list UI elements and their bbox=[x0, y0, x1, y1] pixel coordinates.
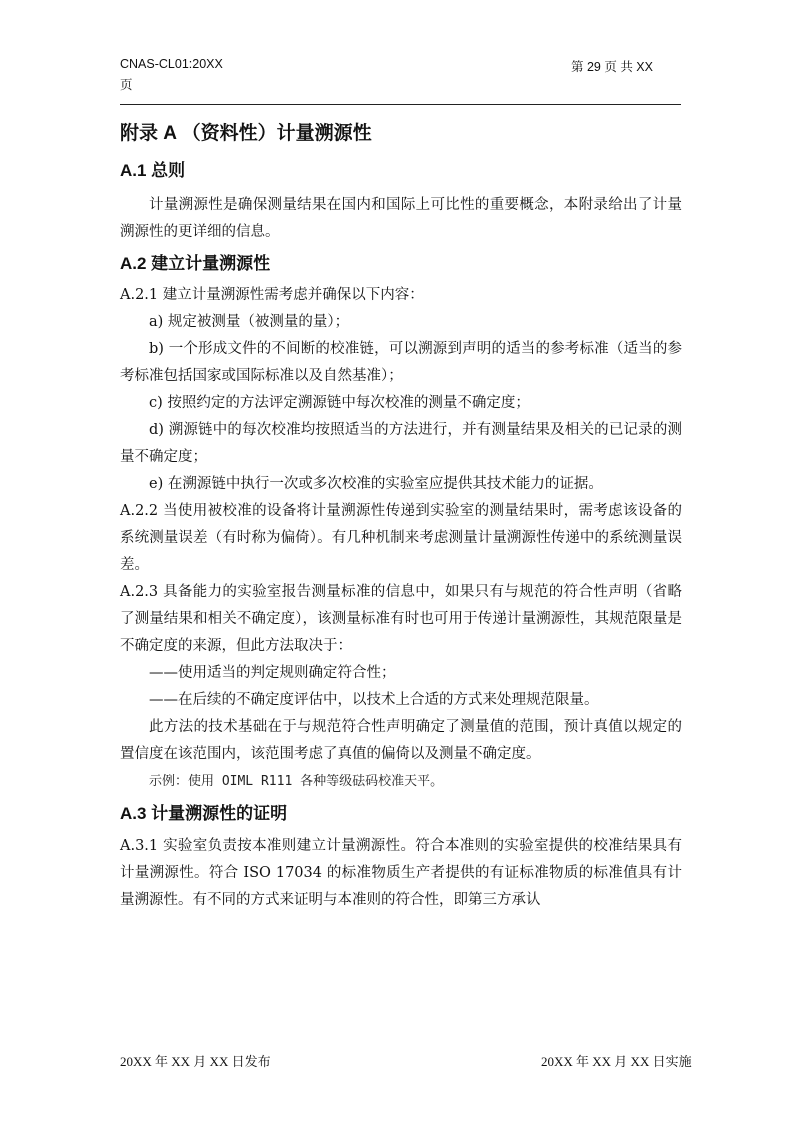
technical-basis-paragraph: 此方法的技术基础在于与规范符合性声明确定了测量值的范围，预计真值以规定的置信度在该范围内，该范围考虑了真值的偏倚以及测量不确定度。 bbox=[120, 719, 682, 762]
clause-a23: A.2.3 具备能力的实验室报告测量标准的信息中，如果只有与规范的符合性声明（省略了测量结果和相关不确定度），该测量标准有时也可用于传递计量溯源性，其规范限量是不确定度的来源，但此方法取决于： bbox=[120, 584, 682, 654]
appendix-title: 附录 A （资料性）计量溯源性 bbox=[120, 123, 372, 144]
clause-a31: A.3.1 实验室负责按本准则建立计量溯源性。符合本准则的实验室提供的校准结果具有计量溯源性。符合 ISO 17034 的标准物质生产者提供的有证标准物质的标准值具有计量溯源性。有不同的方式来证明与本准则的符合性，即第三方承认 bbox=[120, 838, 682, 908]
list-item-e: e) 在溯源链中执行一次或多次校准的实验室应提供其技术能力的证据。 bbox=[149, 476, 603, 492]
document-body bbox=[120, 114, 682, 914]
header-doc-code: CNAS-CL01:20XX bbox=[120, 57, 223, 71]
clause-a21-intro: A.2.1 建立计量溯源性需考虑并确保以下内容： bbox=[120, 287, 424, 303]
section-a3-title: A.3 计量溯源性的证明 bbox=[120, 804, 288, 823]
section-a1-paragraph: 计量溯源性是确保测量结果在国内和国际上可比性的重要概念，本附录给出了计量溯源性的更详细的信息。 bbox=[120, 197, 682, 240]
list-item-b: b) 一个形成文件的不间断的校准链，可以溯源到声明的适当的参考标准（适当的参考标准包括国家或国际标准以及自然基准）； bbox=[120, 341, 682, 384]
section-a2-title: A.2 建立计量溯源性 bbox=[120, 254, 271, 273]
dash-item-1: ——使用适当的判定规则确定符合性； bbox=[149, 665, 396, 681]
footer-issue-date: 20XX 年 XX 月 XX 日发布 bbox=[120, 1054, 271, 1069]
section-a1-title: A.1 总则 bbox=[120, 161, 186, 180]
header-divider bbox=[120, 104, 681, 105]
footer-effective-date: 20XX 年 XX 月 XX 日实施 bbox=[541, 1054, 692, 1069]
example-note: 示例：使用 OIML R111 各种等级砝码校准天平。 bbox=[149, 774, 444, 789]
header-page-number: 第 29 页 共 XX bbox=[571, 60, 653, 74]
list-item-a: a) 规定被测量（被测量的量）； bbox=[149, 314, 350, 330]
header-doc-code-wrap: 页 bbox=[120, 78, 133, 92]
clause-a22: A.2.2 当使用被校准的设备将计量溯源性传递到实验室的测量结果时，需考虑该设备的系统测量误差（有时称为偏倚）。有几种机制来考虑测量计量溯源性传递中的系统测量误差。 bbox=[120, 503, 682, 573]
list-item-c: c) 按照约定的方法评定溯源链中每次校准的测量不确定度； bbox=[149, 395, 530, 411]
list-item-d: d) 溯源链中的每次校准均按照适当的方法进行，并有测量结果及相关的已记录的测量不确定度； bbox=[120, 422, 682, 465]
dash-item-2: ——在后续的不确定度评估中，以技术上合适的方式来处理规范限量。 bbox=[149, 692, 599, 708]
